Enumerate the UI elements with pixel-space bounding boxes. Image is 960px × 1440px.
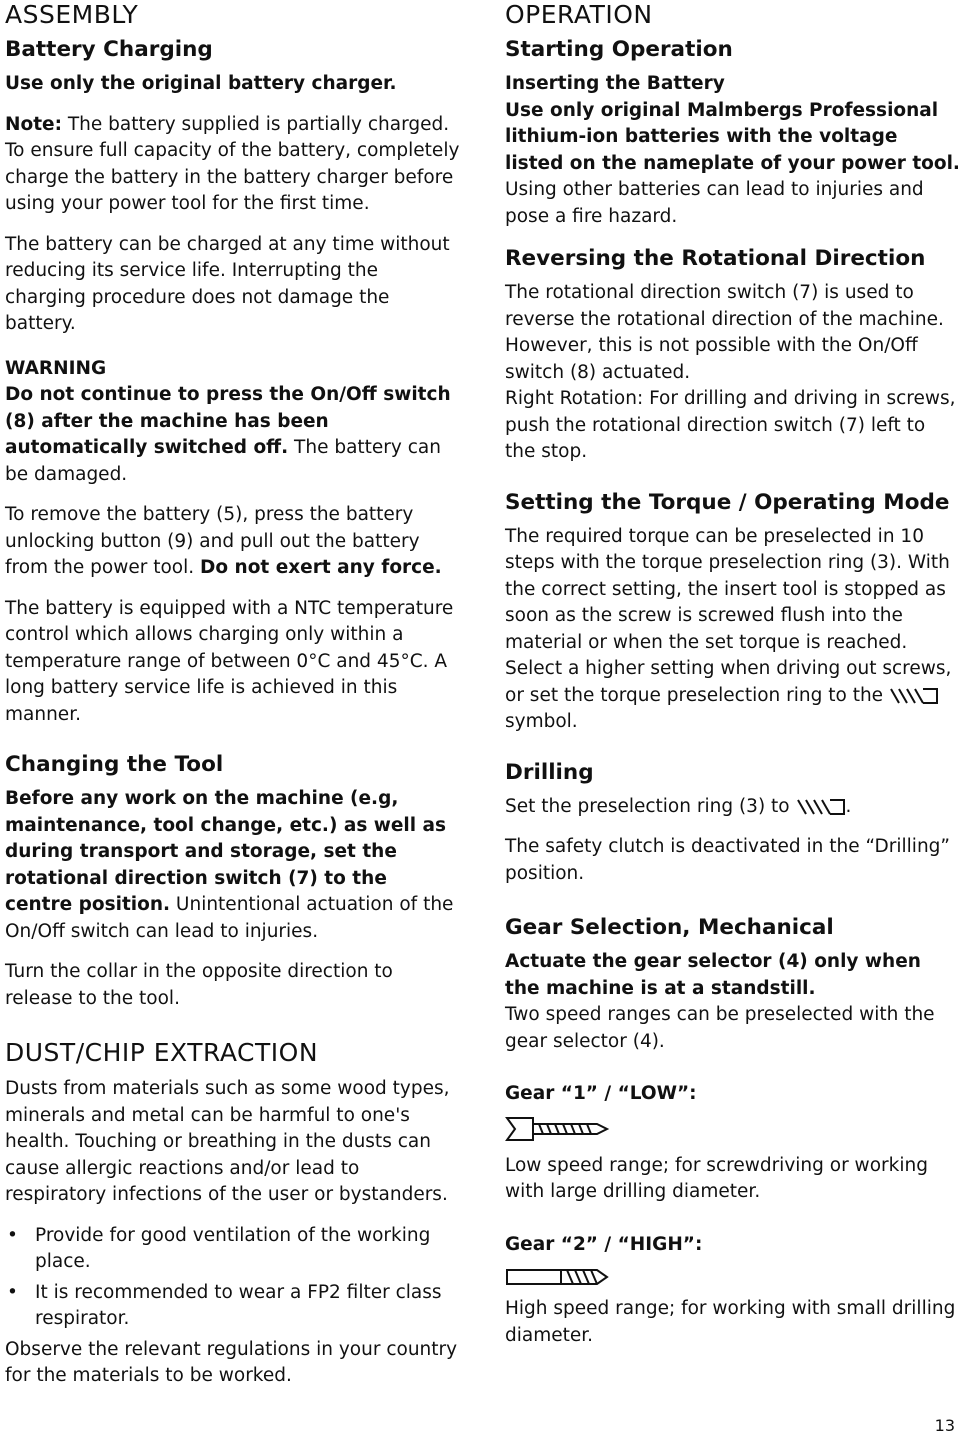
bullet-dot: • <box>7 1224 18 1246</box>
torque-text-end: symbol. <box>505 711 578 732</box>
drilling-paragraph <box>505 794 960 821</box>
warning-normal: The battery can be damaged. <box>5 437 441 485</box>
drilling-heading: Drilling <box>505 759 594 785</box>
warning-label: WARNING <box>5 357 107 379</box>
battery-charging-heading: Battery Charging <box>5 37 213 62</box>
starting-operation-heading: Starting Operation <box>505 37 733 62</box>
gear-bold-paragraph: Actuate the gear selector (4) only when the machine is at a standstill. <box>505 951 921 999</box>
ntc-paragraph: The battery is equipped with a NTC temperature control which allows charging only within a temperature range of between 0°C and 45°C. A long battery service life is achieved in this manner. <box>5 597 454 725</box>
gear-normal-paragraph: Two speed ranges can be preselected with the gear selector (4). <box>505 1004 935 1052</box>
charge-any-time: The battery can be charged at any time without reducing its service life. Interrupting the charging procedure does not damage the battery. <box>5 233 450 334</box>
warning-bold: Do not continue to press the On/Off switch (8) after the machine has been automatically switched off. <box>5 384 451 458</box>
drilling-text-end: . <box>845 795 852 817</box>
torque-text: The required torque can be preselected in 10 steps with the torque preselection ring (3). With the correct setting, the insert tool is stopped as soon as the screw is screwed flush into the material or when the set torque is reached. Select a higher setting when driving out screws, or set the torque preselection ring to the <box>505 525 952 706</box>
remove-battery-paragraph <box>5 502 460 582</box>
safety-clutch-paragraph: The safety clutch is deactivated in the “Drilling” position. <box>505 836 951 884</box>
turn-collar: Turn the collar in the opposite direction to release to the tool. <box>5 961 393 1009</box>
remove-battery-text: To remove the battery (5), press the battery unlocking button (9) and pull out the battery from the power tool. <box>5 504 420 578</box>
dust-heading: DUST/CHIP EXTRACTION <box>5 1038 319 1067</box>
right-column <box>505 0 960 1349</box>
bullet-text: It is recommended to wear a FP2 filter class respirator. <box>35 1281 442 1329</box>
gear2-text: High speed range; for working with small drilling diameter. <box>505 1298 956 1346</box>
gear1-label: Gear “1” / “LOW”: <box>505 1083 697 1104</box>
changing-tool-paragraph <box>5 786 460 945</box>
reversing-heading: Reversing the Rotational Direction <box>505 246 926 271</box>
warning-paragraph <box>5 382 460 488</box>
list-item <box>5 1223 460 1276</box>
note-label: Note: <box>5 113 62 135</box>
drilling-text: Set the preselection ring (3) to <box>505 795 796 817</box>
gear1-text: Low speed range; for screwdriving or working with large drilling diameter. <box>505 1154 928 1202</box>
changing-tool-normal: Unintentional actuation of the On/Off switch can lead to injuries. <box>5 894 454 942</box>
gear2-label: Gear “2” / “HIGH”: <box>505 1233 703 1255</box>
operation-heading: OPERATION <box>505 0 653 29</box>
screwdriver-mode-icon <box>889 685 939 707</box>
torque-paragraph <box>505 524 960 736</box>
page-number: 13 <box>934 1416 955 1435</box>
list-item <box>5 1280 460 1333</box>
gear-selection-heading: Gear Selection, Mechanical <box>505 915 834 940</box>
changing-tool-bold: Before any work on the machine (e.g, maintenance, tool change, etc.) as well as during transport and storage, set the rotational direction switch (7) to the centre position. <box>5 788 447 915</box>
dust-bullet-list <box>5 1223 460 1333</box>
right-rotation-paragraph: Right Rotation: For drilling and driving in screws, push the rotational direction switch (7) left to the stop. <box>505 388 956 462</box>
drill-high-gear-icon <box>505 1264 610 1290</box>
regulations-paragraph: Observe the relevant regulations in your country for the materials to be worked. <box>5 1338 458 1386</box>
left-column <box>5 0 460 1390</box>
inserting-battery-label: Inserting the Battery <box>505 73 725 94</box>
inserting-paragraph <box>505 98 960 231</box>
torque-heading: Setting the Torque / Operating Mode <box>505 489 950 515</box>
note-text: The battery supplied is partially charged. To ensure full capacity of the battery, completely charge the battery in the battery charger before using your power tool for the first time. <box>5 113 460 214</box>
inserting-bold: Use only original Malmbergs Professional lithium-ion batteries with the voltage listed on the nameplate of your power tool. <box>505 99 960 174</box>
reversing-paragraph: The rotational direction switch (7) is used to reverse the rotational direction of the machine. However, this is not possible with the On/Off switch (8) actuated. <box>505 282 944 383</box>
screw-low-gear-icon <box>505 1114 610 1144</box>
dust-paragraph: Dusts from materials such as some wood types, minerals and metal can be harmful to one's health. Touching or breathing in the dusts can cause allergic reactions and/or lead to respiratory infections of the user or bystanders. <box>5 1078 450 1205</box>
note-paragraph <box>5 112 460 218</box>
remove-battery-bold: Do not exert any force. <box>200 557 442 578</box>
assembly-heading: ASSEMBLY <box>5 0 139 29</box>
drill-mode-icon <box>796 796 846 818</box>
bullet-text: Provide for good ventilation of the working place. <box>35 1224 431 1272</box>
inserting-normal: Using other batteries can lead to injuries and pose a fire hazard. <box>505 179 924 227</box>
use-original-charger: Use only the original battery charger. <box>5 73 397 94</box>
changing-tool-heading: Changing the Tool <box>5 752 224 777</box>
bullet-dot: • <box>7 1281 18 1303</box>
